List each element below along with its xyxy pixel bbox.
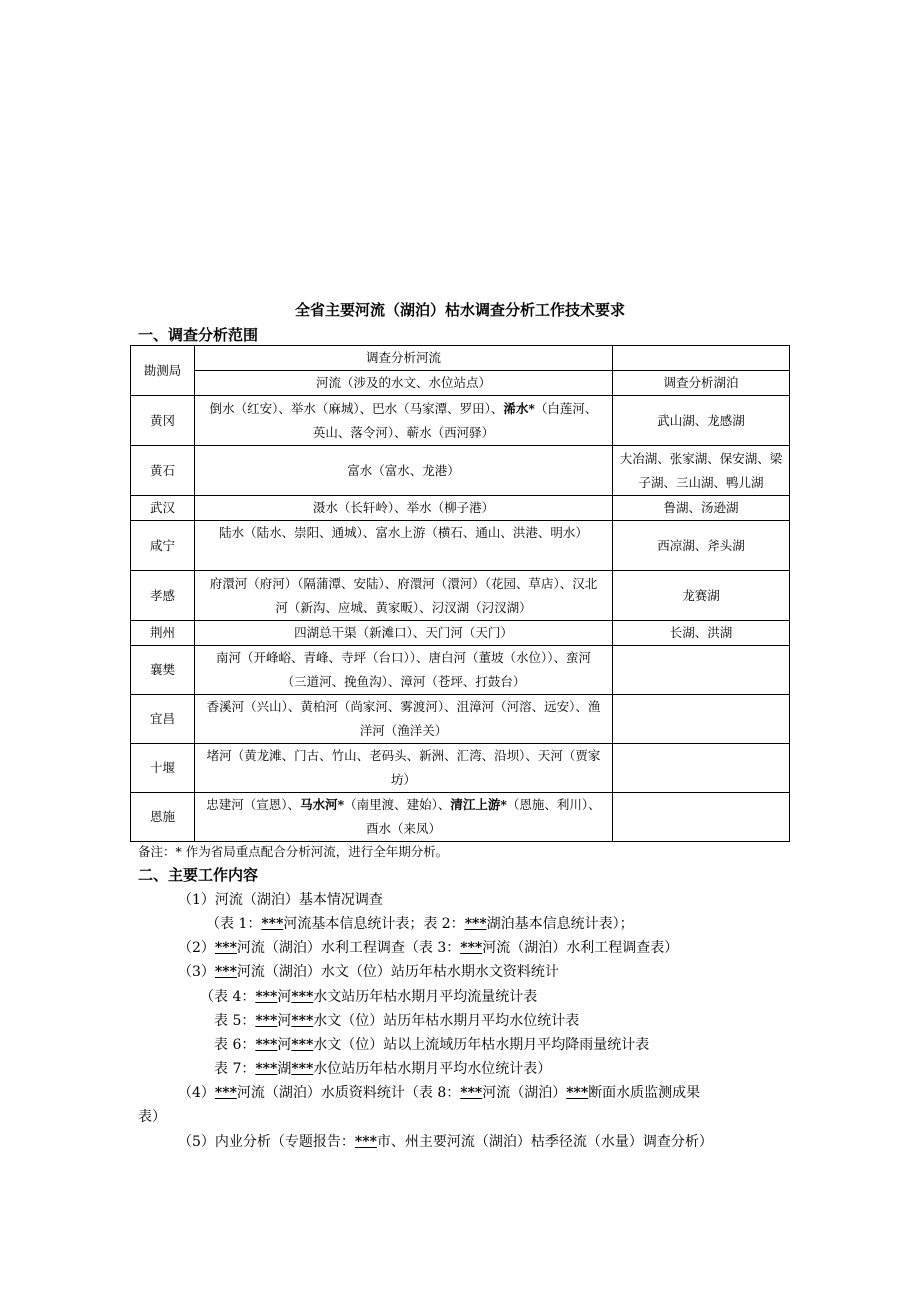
- table-row: [131, 695, 790, 744]
- table-row: [131, 646, 790, 695]
- placeholder-stars: ***: [214, 964, 237, 980]
- placeholder-stars: ***: [354, 1134, 377, 1150]
- placeholder-stars: ***: [291, 989, 314, 1005]
- table-row: [131, 571, 790, 621]
- item-1: （1）河流（湖泊）基本情况调查: [178, 892, 383, 908]
- survey-scope-table: [130, 345, 790, 842]
- placeholder-stars: ***: [255, 1013, 278, 1029]
- bureau-cell: 十堰: [131, 744, 195, 793]
- item-2: （2）***河流（湖泊）水利工程调查（表 3：***河流（湖泊）水利工程调查表）: [178, 940, 679, 956]
- placeholder-stars: ***: [566, 1085, 589, 1101]
- rivers-cell: 陆水（陆水、崇阳、通城）、富水上游（横石、通山、洪港、明水）: [195, 521, 613, 571]
- placeholder-stars: ***: [291, 1013, 314, 1029]
- table-row: [131, 744, 790, 793]
- item-3-table-4: （表 4：***河***水文站历年枯水期月平均流量统计表: [200, 989, 538, 1005]
- placeholder-stars: ***: [460, 940, 483, 956]
- rivers-cell: 忠建河（宣恩）、马水河*（南里渡、建始）、清江上游*（恩施、利川）、酉水（来凤）: [195, 793, 613, 842]
- lakes-cell: 长湖、洪湖: [613, 621, 790, 646]
- item-3: （3）***河流（湖泊）水文（位）站历年枯水期水文资料统计: [178, 964, 559, 980]
- lakes-cell: [613, 646, 790, 695]
- lakes-cell: [613, 695, 790, 744]
- table-row: [131, 446, 790, 496]
- rivers-cell: 香溪河（兴山）、黄柏河（尚家河、雾渡河）、沮漳河（河溶、远安）、渔洋河（渔洋关）: [195, 695, 613, 744]
- item-3-table-6: 表 6：***河***水文（位）站以上流域历年枯水期月平均降雨量统计表: [214, 1037, 650, 1053]
- table-row: [131, 496, 790, 521]
- header-empty-cell: [613, 346, 790, 371]
- placeholder-stars: ***: [464, 916, 487, 932]
- document-title: 全省主要河流（湖泊）枯水调查分析工作技术要求: [294, 301, 625, 319]
- placeholder-stars: ***: [460, 1085, 483, 1101]
- key-river: 浠水*: [503, 400, 535, 416]
- lakes-cell: 鲁湖、汤逊湖: [613, 496, 790, 521]
- item-4: （4）***河流（湖泊）水质资料统计（表 8：***河流（湖泊）***断面水质监测成果: [178, 1085, 701, 1101]
- rivers-cell: 四湖总干渠（新滩口）、天门河（天门）: [195, 621, 613, 646]
- rivers-cell: 倒水（红安）、举水（麻城）、巴水（马家潭、罗田）、浠水*（白莲河、英山、落令河）、蕲水（西河驿）: [195, 396, 613, 446]
- item-4-wrap: 表）: [138, 1109, 166, 1125]
- lakes-cell: 武山湖、龙感湖: [613, 396, 790, 446]
- rivers-cell: 堵河（黄龙滩、门古、竹山、老码头、新洲、汇湾、沿坝）、天河（贾家坊）: [195, 744, 613, 793]
- bureau-cell: 黄石: [131, 446, 195, 496]
- bureau-cell: 孝感: [131, 571, 195, 621]
- key-river: 清江上游*: [450, 797, 507, 812]
- table-row: [131, 396, 790, 446]
- rivers-cell: 滠水（长轩岭）、举水（柳子港）: [195, 496, 613, 521]
- placeholder-stars: ***: [255, 1061, 278, 1077]
- lakes-cell: 龙赛湖: [613, 571, 790, 621]
- bureau-cell: 咸宁: [131, 521, 195, 571]
- placeholder-stars: ***: [291, 1037, 314, 1053]
- item-3-table-5: 表 5：***河***水文（位）站历年枯水期月平均水位统计表: [214, 1013, 580, 1029]
- bureau-cell: 武汉: [131, 496, 195, 521]
- section-heading-scope: 一、调查分析范围: [138, 326, 259, 344]
- lakes-cell: [613, 793, 790, 842]
- table-header-row: [131, 346, 790, 371]
- placeholder-stars: ***: [261, 916, 284, 932]
- placeholder-stars: ***: [214, 1085, 237, 1101]
- header-rivers-group: 调查分析河流: [195, 346, 613, 371]
- placeholder-stars: ***: [255, 1037, 278, 1053]
- lakes-cell: 大冶湖、张家湖、保安湖、梁子湖、三山湖、鸭儿湖: [613, 446, 790, 496]
- item-5: （5）内业分析（专题报告：***市、州主要河流（湖泊）枯季径流（水量）调查分析）: [178, 1134, 713, 1150]
- bureau-cell: 恩施: [131, 793, 195, 842]
- header-lakes: 调查分析湖泊: [613, 371, 790, 396]
- rivers-cell: 府澴河（府河）（隔蒲潭、安陆）、府澴河（澴河）（花园、草店）、汉北河（新沟、应城、黄家畈）、汈汊湖（汈汊湖）: [195, 571, 613, 621]
- table-row: [131, 621, 790, 646]
- header-bureau: 勘测局: [131, 346, 195, 396]
- placeholder-stars: ***: [255, 989, 278, 1005]
- header-rivers: 河流（涉及的水文、水位站点）: [195, 371, 613, 396]
- rivers-cell: 富水（富水、龙港）: [195, 446, 613, 496]
- table-row: [131, 521, 790, 571]
- bureau-cell: 荆州: [131, 621, 195, 646]
- lakes-cell: 西凉湖、斧头湖: [613, 521, 790, 571]
- bureau-cell: 黄冈: [131, 396, 195, 446]
- rivers-cell: 南河（开峰峪、青峰、寺坪（台口））、唐白河（董坡（水位））、蛮河（三道河、挽鱼沟）、漳河（苍坪、打鼓台）: [195, 646, 613, 695]
- bureau-cell: 宜昌: [131, 695, 195, 744]
- table-subheader-row: [131, 371, 790, 396]
- placeholder-stars: ***: [291, 1061, 314, 1077]
- key-river: 马水河*: [300, 797, 345, 812]
- table-row: [131, 793, 790, 842]
- table-note: 备注：* 作为省局重点配合分析河流，进行全年期分析。: [138, 844, 449, 859]
- item-3-table-7: 表 7：***湖***水位站历年枯水期月平均水位统计表）: [214, 1061, 552, 1077]
- section-heading-work: 二、主要工作内容: [138, 866, 259, 884]
- lakes-cell: [613, 744, 790, 793]
- placeholder-stars: ***: [214, 940, 237, 956]
- bureau-cell: 襄樊: [131, 646, 195, 695]
- item-1-tables: （表 1：***河流基本信息统计表；表 2：***湖泊基本信息统计表）；: [206, 916, 634, 932]
